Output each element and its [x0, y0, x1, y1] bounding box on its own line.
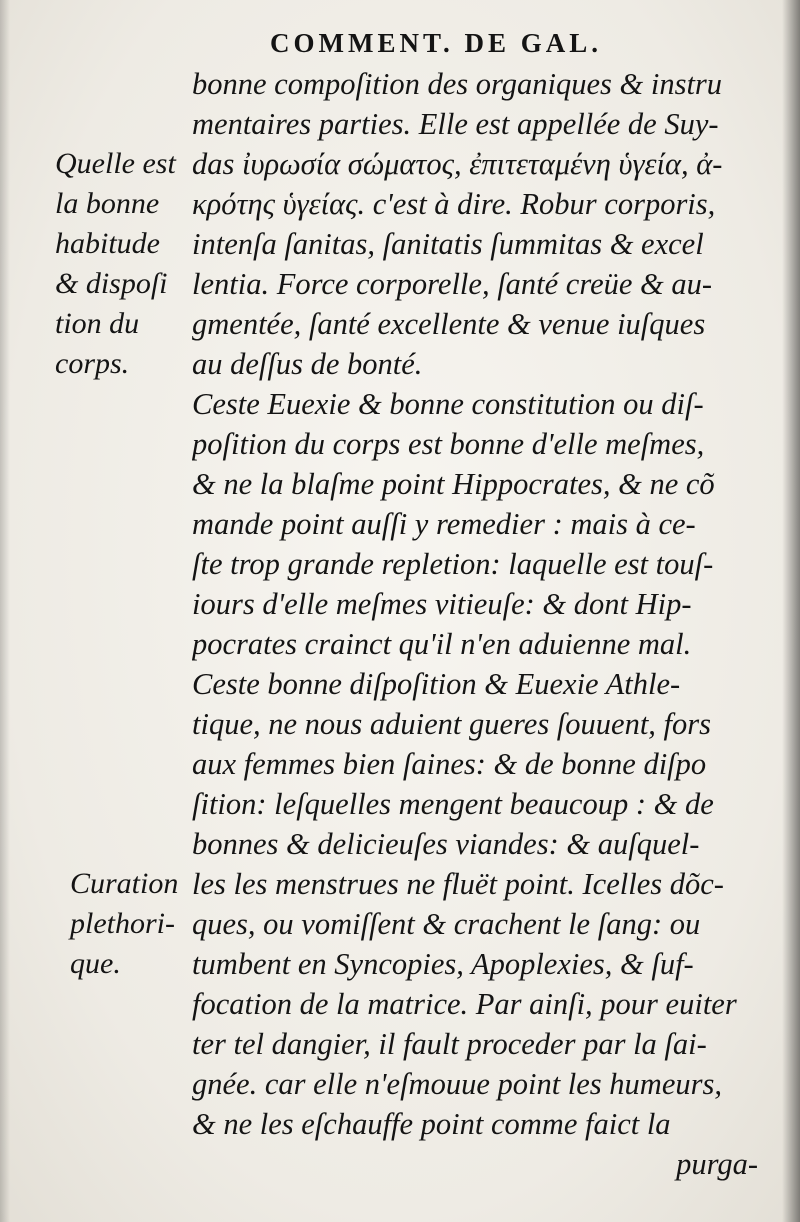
text-line: ter tel dangier, il fault proceder par la ſai- [192, 1027, 707, 1061]
text-line: poſition du corps est bonne d'elle meſmes, [192, 427, 705, 461]
text-line: Ceste Euexie & bonne constitution ou diſ- [192, 387, 704, 421]
text-line: ſte trop grande repletion: laquelle est touſ- [192, 547, 714, 581]
text-line: intenſa ſanitas, ſanitatis ſummitas & excel [192, 227, 704, 261]
margin-note-line: & dispoſi [55, 267, 168, 300]
margin-note-line: plethori- [70, 907, 175, 940]
text-line: au deſſus de bonté. [192, 347, 423, 381]
text-line: mentaires parties. Elle est appellée de Suy- [192, 107, 719, 141]
text-line: gmentée, ſanté excellente & venue iuſques [192, 307, 706, 341]
text-line: ques, ou vomiſſent & crachent le ſang: ou [192, 907, 701, 941]
margin-note-line: Quelle est [55, 147, 176, 180]
text-line: pocrates crainct qu'il n'en aduienne mal. [192, 627, 692, 661]
text-line: gnée. car elle n'eſmouue point les humeurs, [192, 1067, 722, 1101]
margin-note-bonne-habitude [55, 144, 190, 384]
text-line: & ne la blaſme point Hippocrates, & ne cõ [192, 467, 715, 501]
margin-note-line: la bonne [55, 187, 160, 220]
text-line: bonne compoſition des organiques & instru [192, 67, 723, 101]
gutter-shadow [0, 0, 10, 1222]
margin-note-curation [70, 864, 190, 984]
text-line: focation de la matrice. Par ainſi, pour euiter [192, 987, 737, 1021]
text-line: bonnes & delicieuſes viandes: & auſquel- [192, 827, 700, 861]
text-line: das ἰυρωσία σώματος, ἐπιτεταμένη ὑγεία, ἀ- [192, 147, 723, 181]
text-line: κρότης ὑγείας. c'est à dire. Robur corporis, [192, 187, 716, 221]
catchword: purga- [676, 1147, 758, 1181]
text-line: lentia. Force corporelle, ſanté creüe & au- [192, 267, 713, 301]
text-line: tique, ne nous aduient gueres ſouuent, fors [192, 707, 712, 741]
body-text [192, 64, 782, 1184]
text-line: mande point auſſi y remedier : mais à ce- [192, 507, 696, 541]
text-line: tumbent en Syncopies, Apoplexies, & ſuf- [192, 947, 694, 981]
text-line: & ne les eſchauffe point comme faict la [192, 1107, 671, 1141]
margin-note-line: tion du [55, 307, 140, 340]
text-line: les les menstrues ne fluët point. Icelles dõc- [192, 867, 724, 901]
page-edge-shadow [782, 0, 800, 1222]
text-line: Ceste bonne diſpoſition & Euexie Athle- [192, 667, 681, 701]
margin-note-line: corps. [55, 347, 130, 380]
text-line: ſition: leſquelles mengent beaucoup : & de [192, 787, 714, 821]
text-line: iours d'elle meſmes vitieuſe: & dont Hip- [192, 587, 692, 621]
running-head: COMMENT. DE GAL. [270, 28, 602, 58]
margin-note-line: que. [70, 947, 121, 980]
margin-note-line: habitude [55, 227, 160, 260]
text-line: aux femmes bien ſaines: & de bonne diſpo [192, 747, 707, 781]
margin-note-line: Curation [70, 867, 179, 900]
